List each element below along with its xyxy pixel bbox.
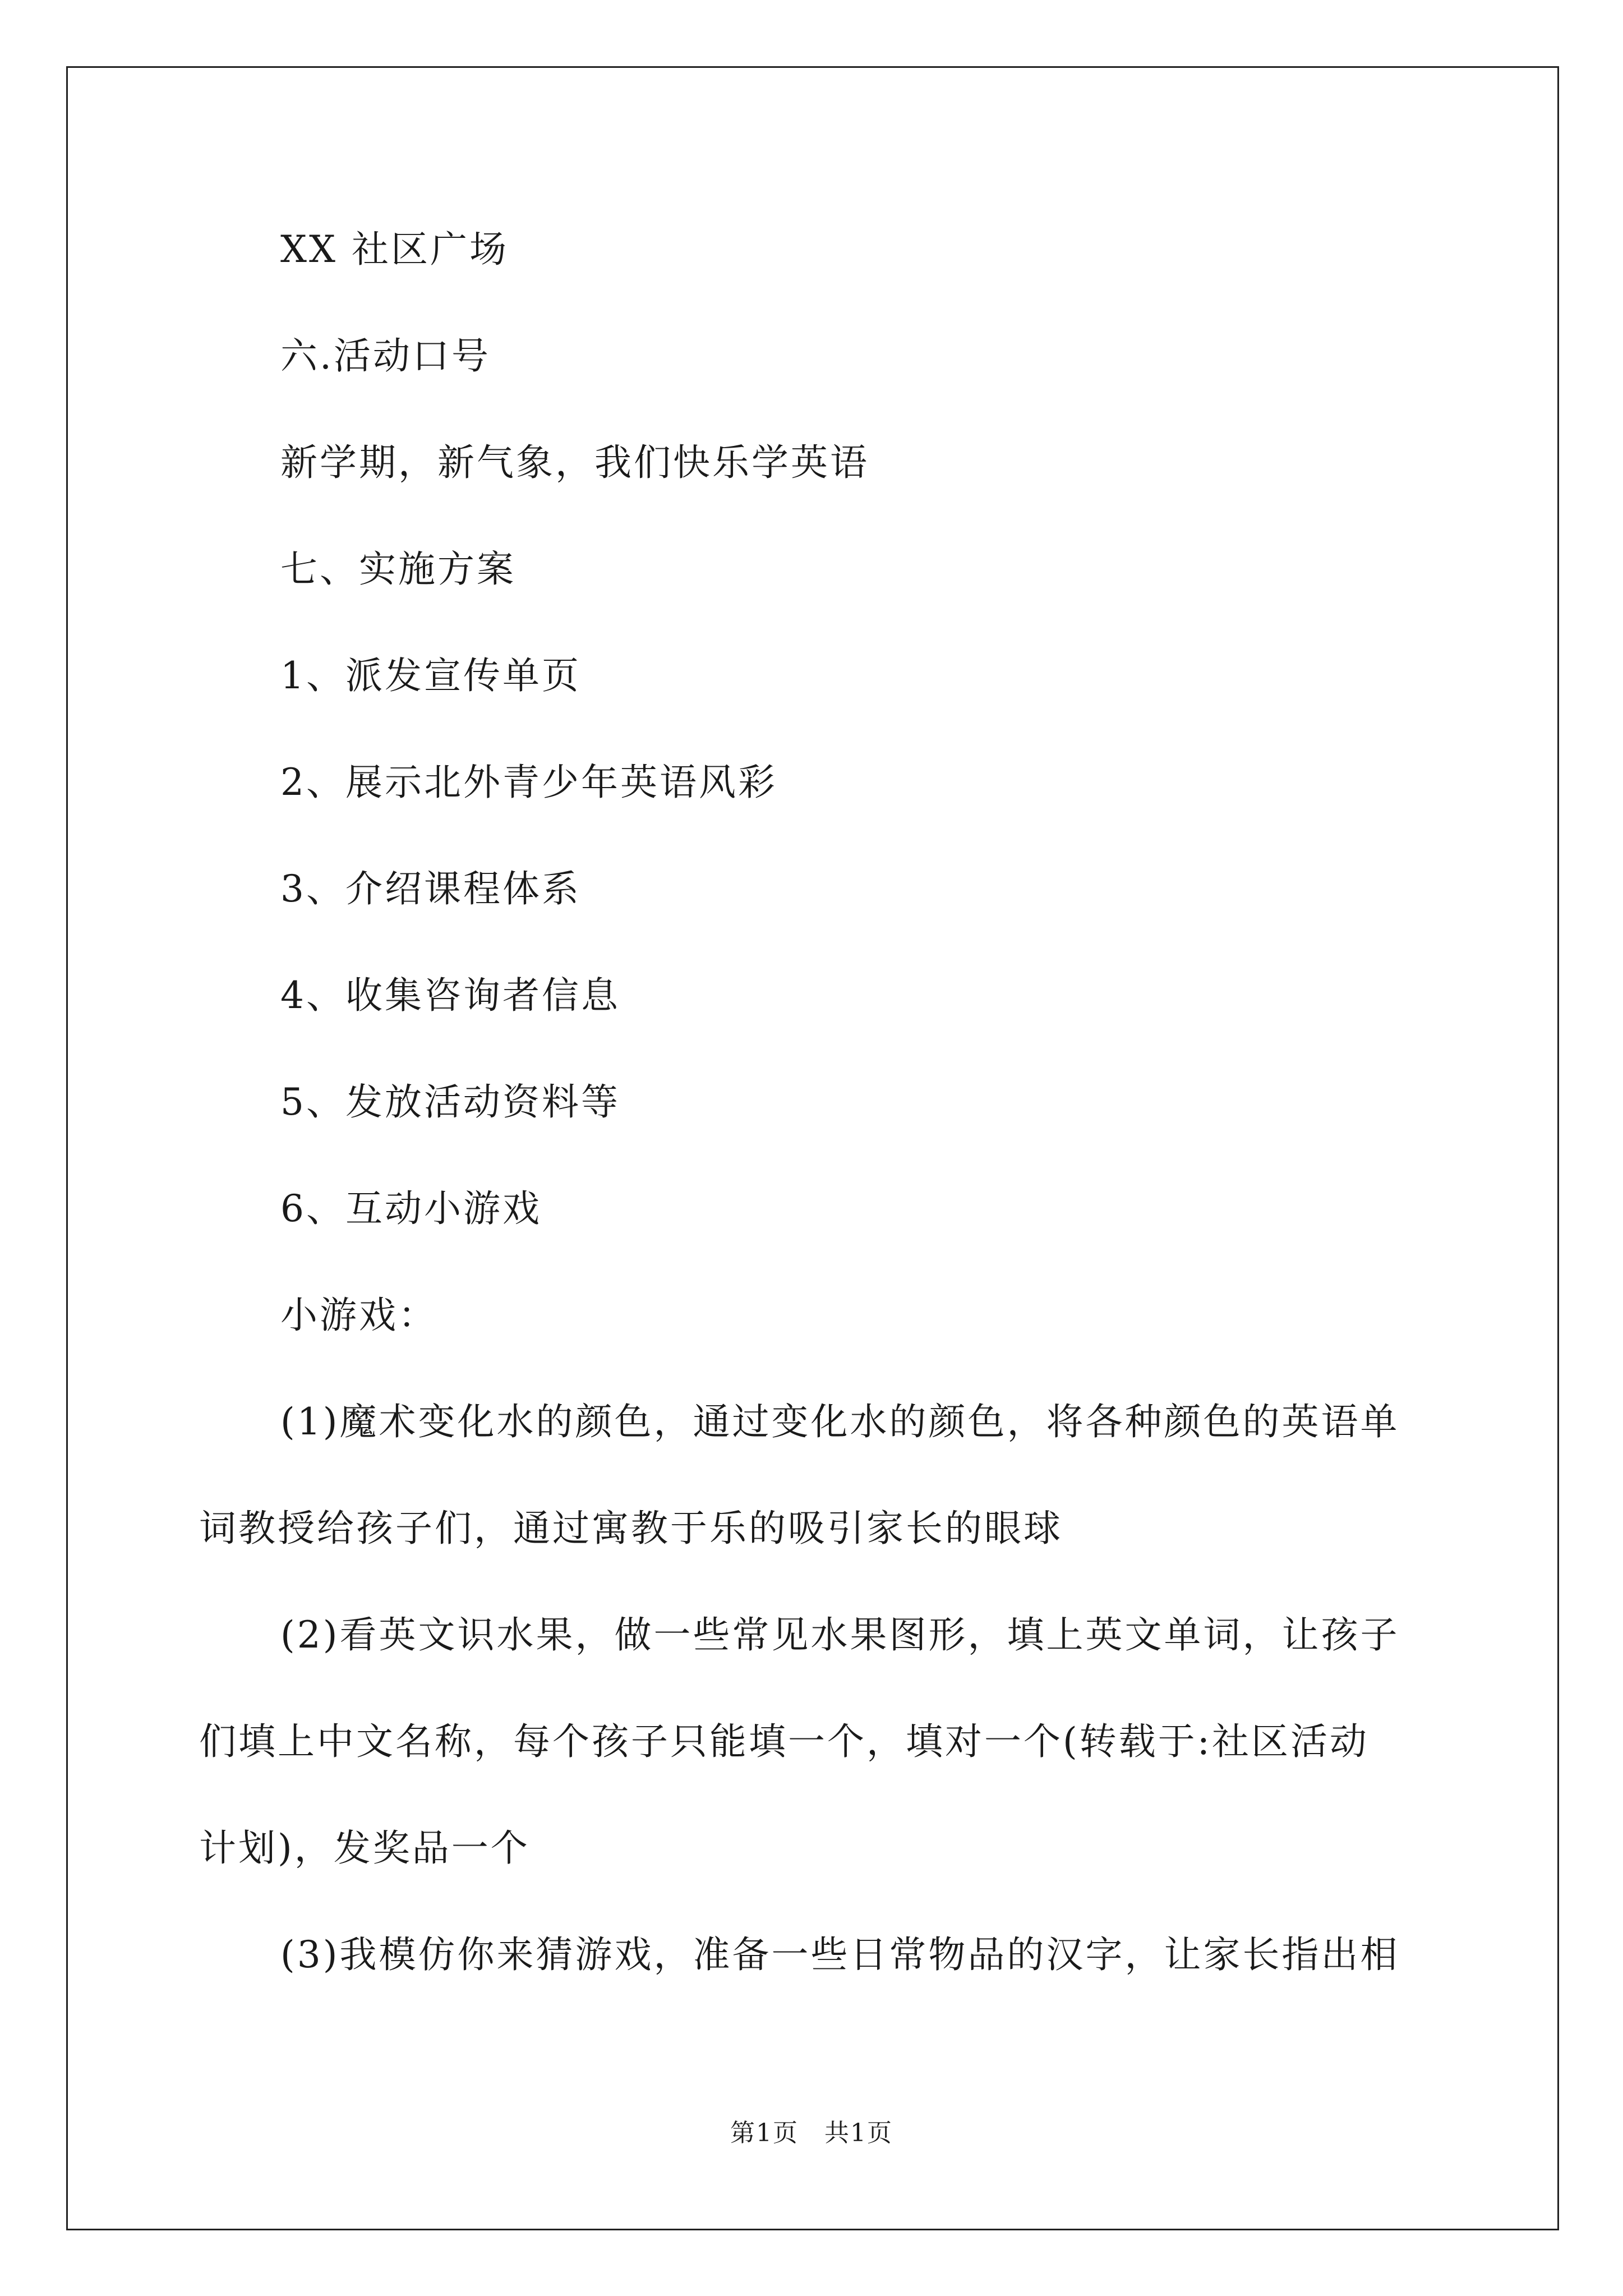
paragraph-line: (2)看英文识水果，做一些常见水果图形，填上英文单词，让孩子	[280, 1613, 1400, 1657]
list-item: 1、派发宣传单页	[280, 654, 581, 697]
paragraph-line: 们填上中文名称，每个孩子只能填一个，填对一个(转载于:社区活动	[199, 1720, 1369, 1763]
list-item: 5、发放活动资料等	[280, 1080, 620, 1124]
section-heading: 七、实施方案	[280, 547, 516, 591]
paragraph-line: (1)魔术变化水的颜色，通过变化水的颜色，将各种颜色的英语单	[280, 1400, 1400, 1443]
page-number-footer: 第1页 共1页	[730, 2119, 893, 2147]
list-item: 3、介绍课程体系	[280, 867, 581, 910]
paragraph-line: 词教授给孩子们，通过寓教于乐的吸引家长的眼球	[199, 1507, 1063, 1550]
text-line: 小游戏：	[280, 1294, 437, 1337]
paragraph-line: (3)我模仿你来猜游戏，准备一些日常物品的汉字，让家长指出相	[280, 1933, 1400, 1976]
text-line: 新学期，新气象，我们快乐学英语	[280, 441, 869, 484]
list-item: 4、收集咨询者信息	[280, 974, 620, 1017]
list-item: 6、互动小游戏	[280, 1187, 542, 1230]
section-heading: 六.活动口号	[280, 334, 491, 378]
text-line: XX 社区广场	[280, 228, 509, 271]
list-item: 2、展示北外青少年英语风彩	[280, 761, 777, 804]
paragraph-line: 计划)，发奖品一个	[199, 1826, 530, 1870]
